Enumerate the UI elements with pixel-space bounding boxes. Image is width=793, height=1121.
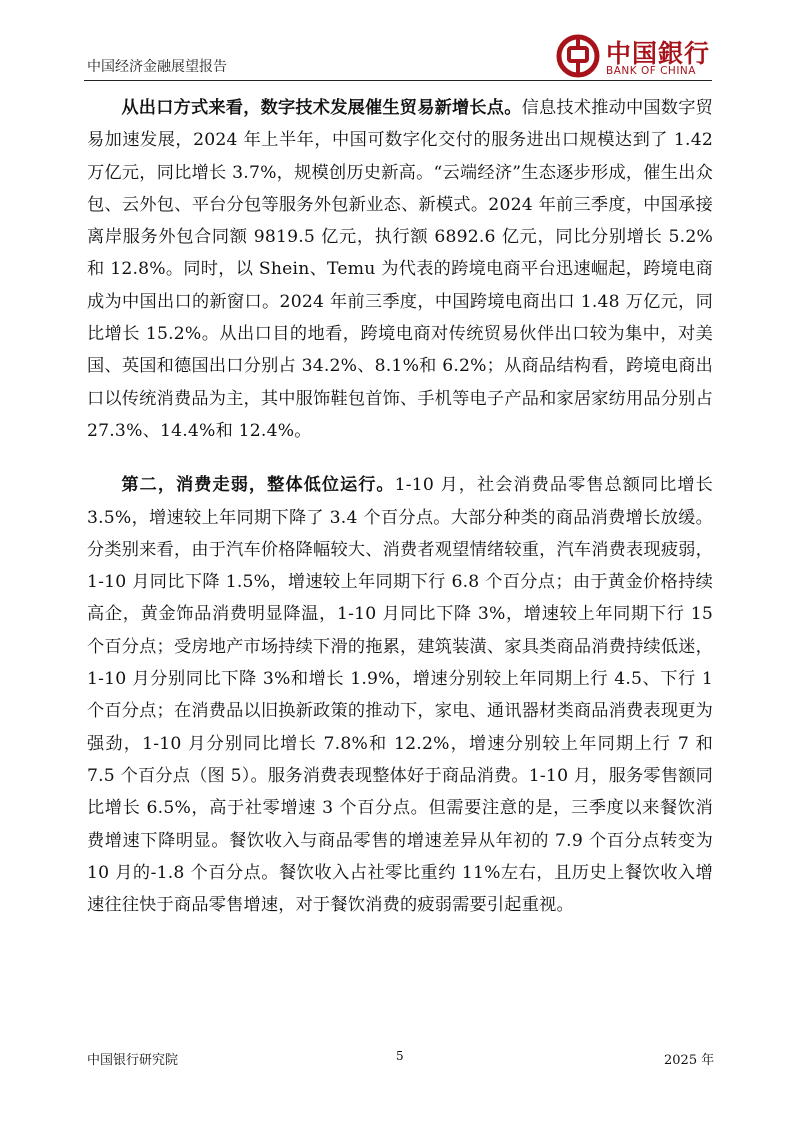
main-content (87, 92, 713, 921)
paragraph-lead: 第二，消费走弱，整体低位运行。 (121, 475, 395, 496)
logo-english-text: BANK OF CHINA (606, 65, 696, 77)
bank-of-china-logo (556, 34, 716, 80)
page-number: 5 (396, 1049, 404, 1063)
footer-year: 2025 年 (664, 1053, 715, 1068)
bank-logo-icon (556, 34, 600, 78)
report-title: 中国经济金融展望报告 (87, 59, 227, 75)
footer-organization: 中国银行研究院 (87, 1053, 179, 1068)
header-divider (84, 80, 712, 81)
paragraph-export-digital (87, 92, 713, 447)
logo-chinese-text: 中国銀行 (606, 39, 711, 68)
paragraph-body: 信息技术推动中国数字贸易加速发展，2024 年上半年，中国可数字化交付的服务进出口规模达到了 1.42 万亿元，同比增长 3.7%，规模创历史新高。“云端经济”生态逐步形成，催生出众包、云外包、平台分包等服务外包新业态、新模式。2024 年前三季度，中国承接离岸服务外包合同额 9819.5 亿元，执行额 6892.6 亿元，同比分别增长 5.2%和 12.8%。同时，以 Shein、Temu 为代表的跨境电商平台迅速崛起，跨境电商成为中国出口的新窗口。2024 年前三季度，中国跨境电商出口 1.48 万亿元，同比增长 15.2%。从出口目的地看，跨境电商对传统贸易伙伴出口较为集中，对美国、英国和德国出口分别占 34.2%、8.1%和 6.2%；从商品结构看，跨境电商出口以传统消费品为主，其中服饰鞋包首饰、手机等电子产品和家居家纺用品分别占 27.3%、14.4%和 12.4%。 (87, 98, 714, 441)
paragraph-lead: 从出口方式来看，数字技术发展催生贸易新增长点。 (121, 98, 522, 118)
paragraph-consumption (87, 469, 713, 921)
paragraph-body: 1-10 月，社会消费品零售总额同比增长 3.5%，增速较上年同期下降了 3.4 个百分点。大部分种类的商品消费增长放缓。分类别来看，由于汽车价格降幅较大、消费者观望情绪较重，汽车消费表现疲弱，1-10 月同比下降 1.5%，增速较上年同期下行 6.8 个百分点；由于黄金价格持续高企，黄金饰品消费明显降温，1-10 月同比下降 3%，增速较上年同期下行 15 个百分点；受房地产市场持续下滑的拖累，建筑装潢、家具类商品消费持续低迷，1-10 月分别同比下降 3%和增长 1.9%，增速分别较上年同期上行 4.5、下行 1 个百分点；在消费品以旧换新政策的推动下，家电、通讯器材类商品消费表现更为强劲，1-10 月分别同比增长 7.8%和 12.2%，增速分别较上年同期上行 7 和 7.5 个百分点（图 5）。服务消费表现整体好于商品消费。1-10 月，服务零售额同比增长 6.5%，高于社零增速 3 个百分点。但需要注意的是，三季度以来餐饮消费增速下降明显。餐饮收入与商品零售的增速差异从年初的 7.9 个百分点转变为 10 月的-1.8 个百分点。餐饮收入占社零比重约 11%左右，且历史上餐饮收入增速往往快于商品零售增速，对于餐饮消费的疲弱需要引起重视。 (87, 475, 713, 916)
